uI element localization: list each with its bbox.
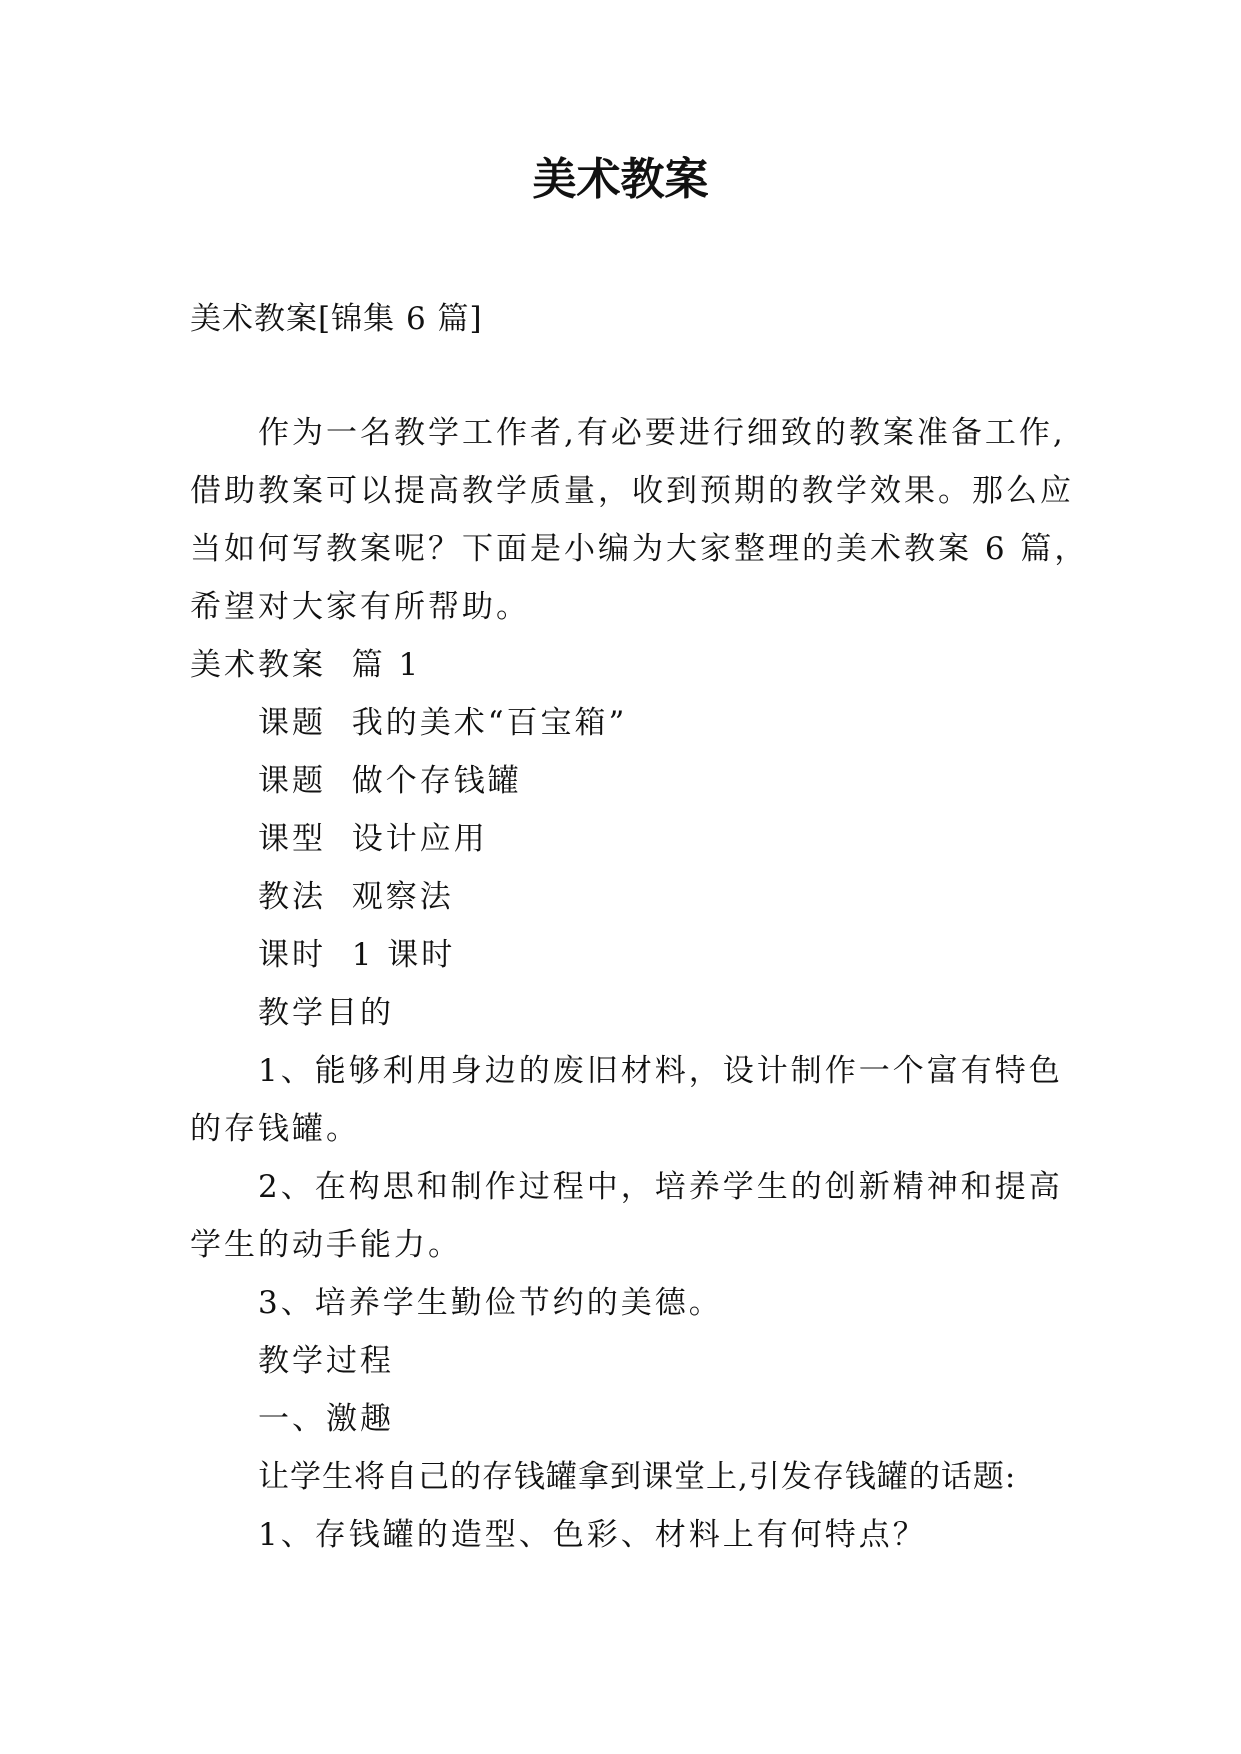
lesson-topic: 课题 做个存钱罐 bbox=[258, 763, 522, 799]
document-title: 美术教案 bbox=[532, 154, 709, 205]
process-heading: 教学过程 bbox=[258, 1343, 394, 1379]
intro-line: 作为一名教学工作者,有必要进行细致的教案准备工作, bbox=[258, 415, 1066, 451]
document-subtitle: 美术教案[锦集 6 篇] bbox=[190, 301, 483, 337]
goal-line: 1、能够利用身边的废旧材料，设计制作一个富有特色 bbox=[258, 1053, 1063, 1089]
goal-item bbox=[190, 1274, 1070, 1332]
intro-line: 当如何写教案呢？下面是小编为大家整理的美术教案 6 篇， bbox=[190, 531, 1089, 567]
teaching-method: 教法 观察法 bbox=[258, 879, 454, 915]
intro-paragraph bbox=[190, 404, 1089, 636]
goal-item bbox=[190, 1042, 1070, 1158]
process-step: 一、激趣 bbox=[258, 1401, 394, 1437]
goals-heading: 教学目的 bbox=[258, 995, 394, 1031]
goal-item bbox=[190, 1158, 1070, 1274]
lesson-type: 课型 设计应用 bbox=[258, 821, 488, 857]
goal-line: 3、培养学生勤俭节约的美德。 bbox=[258, 1285, 723, 1321]
section-heading: 美术教案 篇 1 bbox=[190, 647, 422, 683]
goal-line: 2、在构思和制作过程中，培养学生的创新精神和提高 bbox=[258, 1169, 1063, 1205]
document-body bbox=[190, 404, 1089, 1564]
process-question: 1、存钱罐的造型、色彩、材料上有何特点？ bbox=[258, 1517, 927, 1553]
goal-line: 的存钱罐。 bbox=[190, 1111, 360, 1147]
goal-line: 学生的动手能力。 bbox=[190, 1227, 462, 1263]
class-hours: 课时 1 课时 bbox=[258, 937, 456, 973]
intro-line: 希望对大家有所帮助。 bbox=[190, 589, 530, 625]
process-text: 让学生将自己的存钱罐拿到课堂上,引发存钱罐的话题: bbox=[258, 1459, 1017, 1495]
lesson-topic: 课题 我的美术“百宝箱” bbox=[258, 705, 628, 741]
intro-line: 借助教案可以提高教学质量，收到预期的教学效果。那么应 bbox=[190, 473, 1074, 509]
